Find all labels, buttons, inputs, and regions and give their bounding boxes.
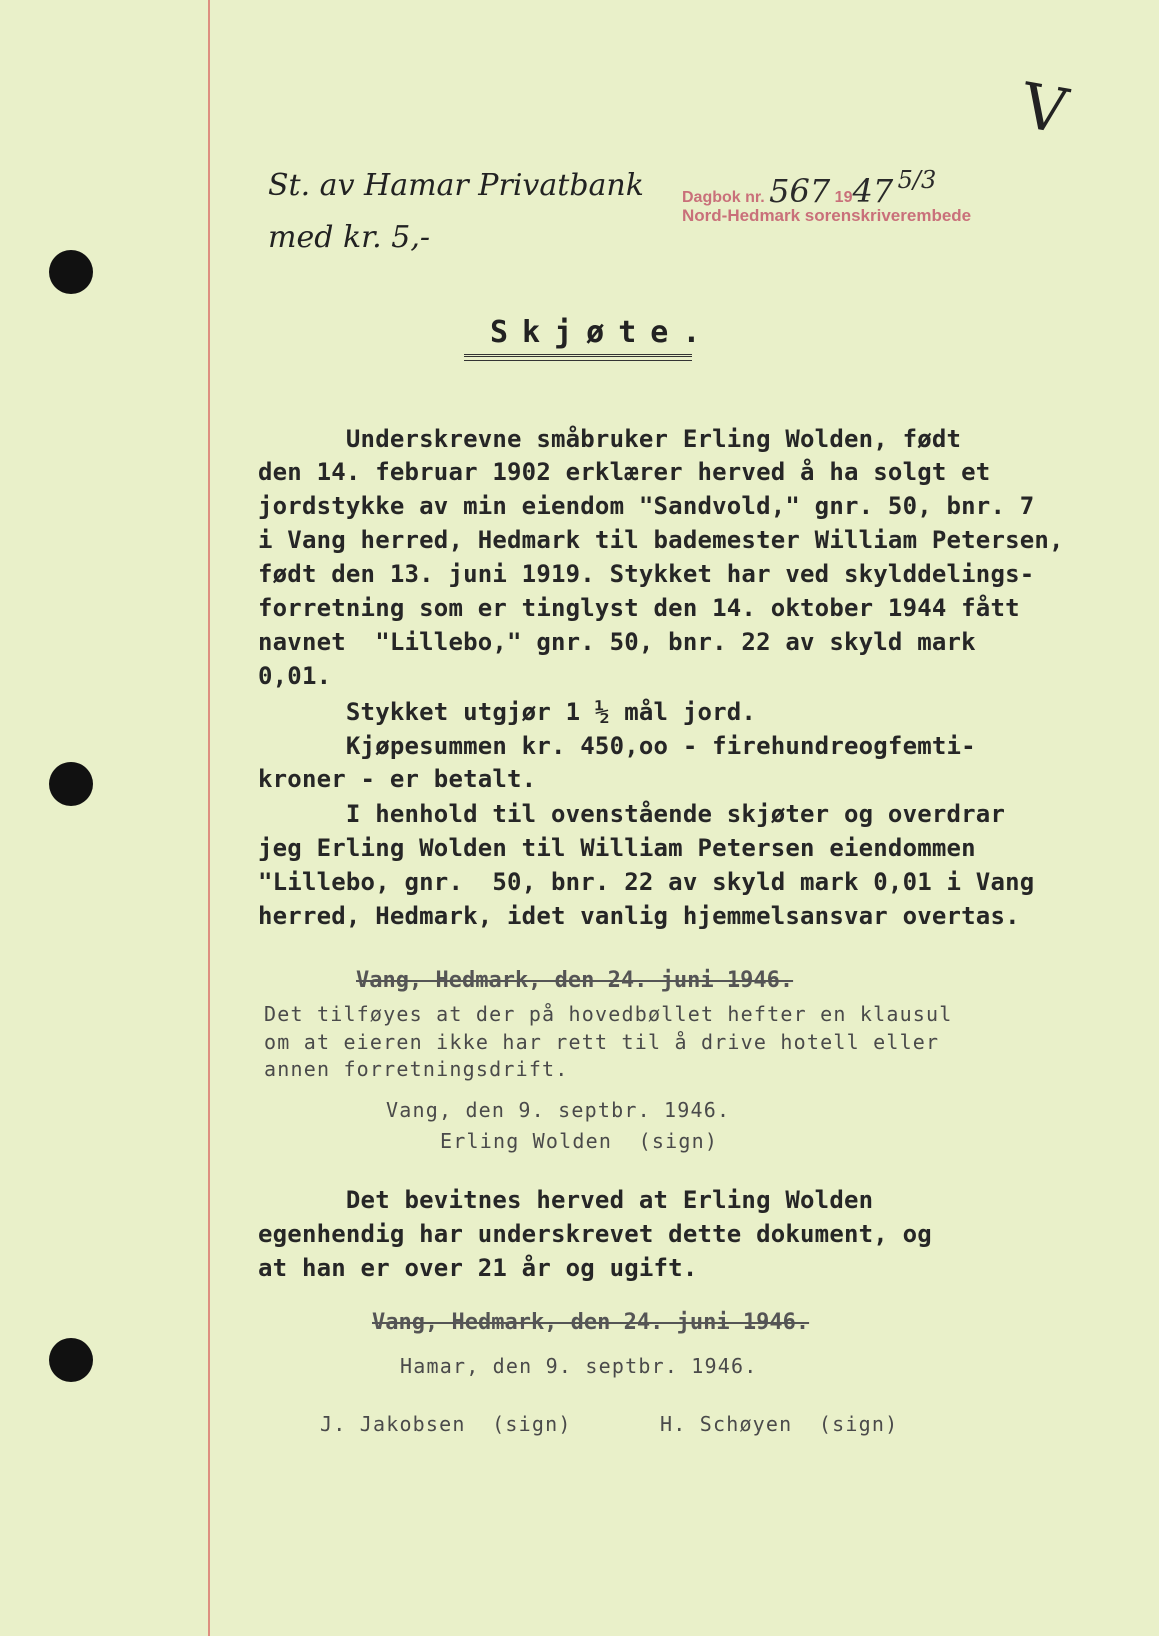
body-line: Stykket utgjør 1 ½ mål jord.: [258, 698, 757, 726]
body-line: den 14. februar 1902 erklærer herved å ha solgt et: [258, 458, 991, 486]
body-line: Underskrevne småbruker Erling Wolden, født: [258, 425, 962, 453]
struck-date-1: Vang, Hedmark, den 24. juni 1946.: [356, 968, 794, 993]
title-underline: [464, 354, 692, 361]
body-line: I henhold til ovenstående skjøter og overdrar: [258, 800, 1006, 828]
witness-first: J. Jakobsen (sign): [320, 1412, 572, 1436]
signature-date: Vang, den 9. septbr. 1946.: [386, 1098, 731, 1122]
punch-hole-middle: [49, 762, 93, 806]
body-line: født den 13. juni 1919. Stykket har ved skylddelings-: [258, 560, 1035, 588]
punch-hole-bottom: [49, 1338, 93, 1382]
checkmark-icon: V: [1016, 68, 1073, 149]
year-fraction: 5/3: [897, 166, 937, 194]
body-line: "Lillebo, gnr. 50, bnr. 22 av skyld mark 0,01 i Vang: [258, 868, 1035, 896]
office-stamp: Nord-Hedmark sorenskriverembede: [682, 206, 972, 225]
body-line: jeg Erling Wolden til William Petersen eiendommen: [258, 834, 976, 862]
witness-second: H. Schøyen (sign): [660, 1412, 899, 1436]
dagbok-label: Dagbok nr.: [682, 189, 765, 206]
body-line: Kjøpesummen kr. 450,oo - firehundreogfemti-: [258, 732, 976, 760]
addendum-line: annen forretningsdrift.: [264, 1057, 569, 1081]
struck-date-2: Vang, Hedmark, den 24. juni 1946.: [372, 1310, 810, 1335]
dagbok-number: 567: [769, 172, 831, 210]
body-line: navnet "Lillebo," gnr. 50, bnr. 22 av skyld mark: [258, 628, 976, 656]
body-line: kroner - er betalt.: [258, 765, 537, 793]
handwritten-note-line2: med kr. 5,-: [268, 220, 430, 255]
addendum-line: Det tilføyes at der på hovedbøllet hefter en klausul: [264, 1002, 953, 1026]
red-margin-line: [208, 0, 210, 1636]
body-line: forretning som er tinglyst den 14. oktober 1944 fått: [258, 594, 1020, 622]
year-suffix: 47: [852, 172, 894, 210]
handwritten-note-line1: St. av Hamar Privatbank: [268, 168, 644, 203]
witness-line: egenhendig har underskrevet dette dokument, og: [258, 1220, 932, 1248]
signature-signer: Erling Wolden (sign): [440, 1129, 719, 1153]
witness-date: Hamar, den 9. septbr. 1946.: [400, 1354, 758, 1378]
body-line: jordstykke av min eiendom "Sandvold," gnr. 50, bnr. 7: [258, 492, 1035, 520]
witness-line: Det bevitnes herved at Erling Wolden: [258, 1186, 874, 1214]
dagbok-stamp: [682, 166, 937, 210]
witness-line: at han er over 21 år og ugift.: [258, 1254, 698, 1282]
body-line: i Vang herred, Hedmark til bademester William Petersen,: [258, 526, 1064, 554]
body-line: 0,01.: [258, 662, 332, 690]
addendum-line: om at eieren ikke har rett til å drive hotell eller: [264, 1030, 940, 1054]
punch-hole-top: [49, 250, 93, 294]
body-line: herred, Hedmark, idet vanlig hjemmelsansvar overtas.: [258, 902, 1020, 930]
year-prefix: 19: [834, 189, 853, 206]
document-title: Skjøte.: [490, 315, 715, 350]
